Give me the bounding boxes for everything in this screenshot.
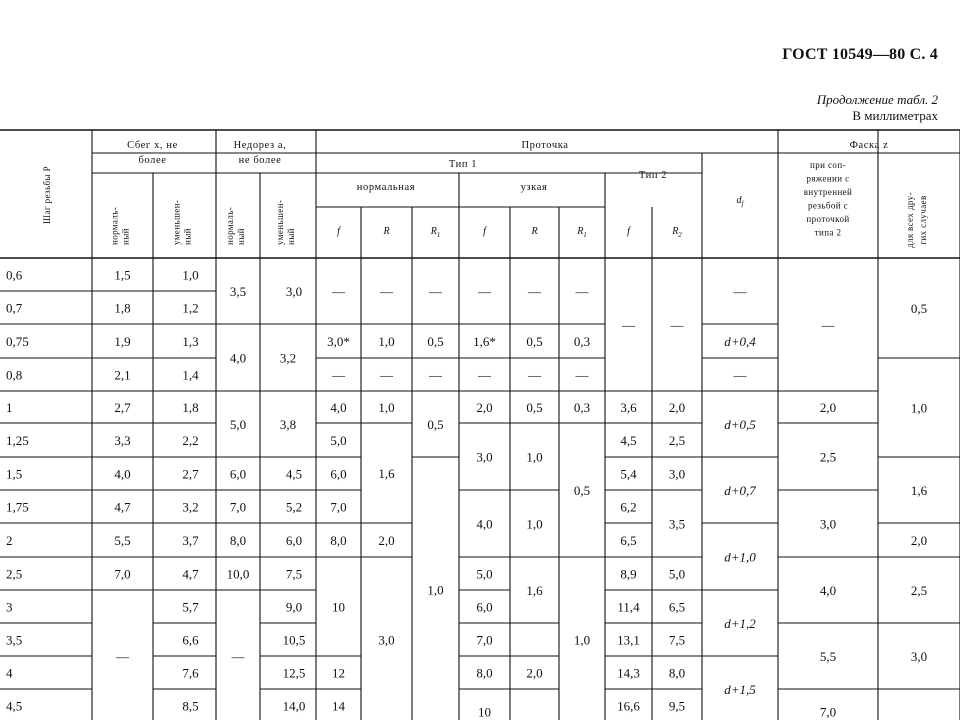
subcolumn-header: ный — [182, 228, 193, 245]
table-cell: 14,3 — [617, 665, 640, 681]
pitch-cell: 4,5 — [6, 698, 23, 714]
run-normal-cell: 3,3 — [114, 433, 131, 448]
undercut-reduced-cell: 5,2 — [285, 499, 303, 515]
subcolumn-header: уменьшен- — [171, 199, 182, 245]
table-cell: 7,5 — [668, 632, 686, 648]
run-normal-cell: 5,5 — [114, 533, 131, 548]
subcolumn-header: уменьшен- — [275, 199, 285, 245]
chamfer-mating-header: типа 2 — [814, 227, 842, 238]
table-cell: 3,0 — [476, 449, 493, 465]
table-cell: — — [821, 317, 835, 333]
pitch-cell: 0,6 — [6, 267, 23, 283]
table-cell: 1,6 — [526, 583, 543, 598]
document-header: ГОСТ 10549—80 С. 4 — [782, 46, 938, 63]
run-reduced-cell: 3,7 — [182, 533, 199, 548]
table-cell: 3,0 — [910, 649, 928, 664]
run-reduced-cell: 4,7 — [182, 566, 199, 582]
table-cell: — — [332, 284, 345, 299]
table-cell: 2,0 — [668, 400, 686, 415]
table-cell: 4,0 — [819, 583, 837, 598]
run-header: более — [138, 155, 167, 166]
narrow-header: узкая — [520, 182, 548, 193]
run-reduced-cell: 5,7 — [182, 599, 199, 615]
run-reduced-cell: 1,4 — [182, 367, 199, 383]
table-cell: 8,9 — [620, 566, 637, 582]
undercut-reduced-cell: 9,0 — [285, 599, 303, 615]
run-reduced-cell: 1,3 — [182, 334, 199, 349]
pitch-cell: 1,5 — [6, 466, 23, 482]
type2-header: Тип 2 — [638, 170, 668, 181]
type1-header: Тип 1 — [448, 159, 478, 170]
undercut-normal-cell: 6,0 — [229, 466, 247, 482]
table-cell: 5,4 — [620, 466, 637, 482]
undercut-normal-cell: 10,0 — [226, 566, 250, 582]
table-cell: — — [733, 284, 747, 299]
table-cell: 8,0 — [476, 665, 493, 681]
table-cell: 4,0 — [229, 350, 247, 366]
table-cell: d+0,7 — [724, 483, 756, 498]
table-cell: 0,5 — [526, 334, 543, 349]
undercut-normal-cell: 7,0 — [229, 499, 247, 515]
table-cell: d+1,0 — [724, 549, 756, 565]
run-normal-cell: 1,8 — [114, 300, 131, 316]
run-header: Сбег x, не — [127, 140, 178, 151]
chamfer-header: Фаска z — [849, 140, 889, 151]
table-cell: 4,5 — [620, 433, 637, 448]
table-cell: 1,0 — [427, 582, 444, 598]
table-cell: — — [528, 284, 541, 299]
table-cell: 8,0 — [330, 533, 347, 548]
table-cell: 0,3 — [573, 400, 591, 415]
chamfer-mating-header: резьбой с — [807, 200, 849, 211]
table-continuation-label: Продолжение табл. 2 — [816, 92, 938, 107]
table-cell: — — [478, 284, 491, 299]
table-cell: — — [478, 367, 491, 383]
table-cell: 2,5 — [910, 583, 928, 598]
run-reduced-cell: 3,2 — [182, 499, 199, 515]
r1-header: $R_1$ — [430, 226, 441, 239]
table-cell: — — [332, 367, 345, 383]
pitch-cell: 1,25 — [6, 433, 29, 448]
table-cell: 2,5 — [819, 449, 837, 465]
table-cell: 7,0 — [476, 632, 493, 648]
pitch-cell: 2 — [6, 533, 13, 548]
table-cell: 5,0 — [229, 417, 247, 432]
table-cell: 2,0 — [910, 533, 928, 548]
f-header: f — [627, 226, 630, 237]
table-cell: 1,6 — [910, 483, 928, 498]
chamfer-mating-header: внутренней — [803, 187, 853, 197]
table-cell: 5,0 — [668, 566, 686, 582]
table-cell: 7,0 — [819, 704, 837, 720]
subcolumn-header: ный — [236, 228, 246, 245]
run-reduced-cell: 1,8 — [182, 400, 199, 415]
table-cell: 10 — [478, 704, 491, 720]
pitch-cell: 3 — [6, 599, 13, 615]
table-cell: 2,0 — [819, 400, 837, 415]
table-cell: 8,0 — [668, 665, 686, 681]
table-cell: 3,0 — [378, 632, 395, 648]
table-cell: 3,2 — [279, 350, 297, 366]
pitch-cell: 0,7 — [6, 300, 23, 316]
table-cell: 3,0 — [819, 516, 837, 532]
table-cell: 3,5 — [668, 516, 686, 532]
undercut-header: не более — [238, 155, 282, 166]
table-cell: 3,8 — [279, 417, 297, 432]
undercut-reduced-cell: 4,5 — [285, 466, 303, 482]
pitch-cell: 1,75 — [6, 499, 29, 515]
table-cell: 1,6 — [378, 466, 395, 481]
r-header: R — [531, 226, 538, 237]
run-normal-cell: 4,0 — [114, 466, 131, 482]
table-cell: — — [116, 649, 129, 664]
undercut-reduced-cell: 7,5 — [285, 566, 303, 582]
table-cell: 13,1 — [617, 632, 640, 648]
table-cell: — — [622, 317, 635, 333]
table-cell: d+1,2 — [724, 616, 756, 631]
f-header: f — [483, 226, 486, 237]
table-cell: 1,0 — [526, 516, 543, 532]
r1-header: $R_1$ — [577, 226, 587, 239]
pitch-cell: 0,75 — [6, 334, 29, 349]
undercut-reduced-cell: 6,0 — [285, 533, 303, 548]
table-cell: 4,0 — [330, 400, 347, 415]
table-cell: 3,6 — [620, 400, 637, 415]
table-cell: 6,0 — [476, 599, 493, 615]
table-cell: 7,0 — [330, 499, 347, 515]
table-cell: 0,5 — [526, 400, 543, 415]
run-reduced-cell: 7,6 — [182, 665, 199, 681]
table-cell: 1,0 — [378, 400, 395, 415]
table-cell: 2,0 — [526, 665, 543, 681]
units-label: В миллиметрах — [852, 108, 938, 123]
pitch-cell: 0,8 — [6, 367, 23, 383]
subcolumn-header: ный — [286, 228, 296, 245]
table-cell: 16,6 — [617, 698, 640, 714]
table-cell: 0,5 — [910, 301, 928, 316]
table-cell: 0,5 — [573, 483, 591, 498]
normal-header: нормальная — [356, 182, 416, 193]
df-header: $d_f$ — [736, 195, 744, 208]
run-normal-cell: 1,5 — [114, 267, 131, 283]
undercut-reduced-cell: 3,0 — [285, 284, 303, 299]
run-normal-cell: 2,7 — [114, 400, 131, 415]
subcolumn-header: нормаль- — [225, 206, 235, 245]
chamfer-mating-header: при соп- — [810, 160, 846, 170]
pitch-cell: 1 — [6, 400, 13, 415]
table-cell: 3,5 — [229, 284, 247, 299]
table-cell: 2,0 — [378, 533, 395, 548]
chamfer-other-header: гих случаев — [918, 195, 928, 245]
table-cell: — — [528, 367, 541, 383]
table-cell: — — [380, 284, 393, 299]
run-normal-cell: 7,0 — [114, 566, 131, 582]
pitch-header: Шаг резьбы P — [42, 166, 52, 224]
table-cell: 1,0 — [573, 632, 591, 648]
table-cell: 5,5 — [819, 649, 837, 664]
undercut-reduced-cell: 12,5 — [282, 665, 306, 681]
undercut-reduced-cell: 14,0 — [282, 698, 306, 714]
table-cell: d+0,4 — [724, 334, 756, 349]
table-cell: — — [429, 284, 442, 299]
table-cell: 6,5 — [668, 599, 686, 615]
table-cell: 0,5 — [427, 417, 444, 432]
pitch-cell: 2,5 — [6, 566, 23, 582]
groove-header: Проточка — [521, 140, 569, 151]
run-normal-cell: 4,7 — [114, 499, 131, 515]
chamfer-mating-header: ряжении с — [806, 173, 850, 184]
undercut-normal-cell: 8,0 — [229, 533, 247, 548]
table-cell: 12 — [332, 665, 345, 681]
subcolumn-header: ный — [120, 228, 131, 245]
table-cell: 1,6* — [473, 334, 496, 349]
table-cell: d+0,5 — [724, 417, 756, 432]
table-cell: 6,0 — [330, 466, 347, 482]
run-reduced-cell: 1,2 — [182, 300, 199, 316]
pitch-cell: 3,5 — [6, 632, 23, 648]
table-cell: — — [670, 317, 684, 333]
pitch-cell: 4 — [6, 665, 13, 681]
run-normal-cell: 2,1 — [114, 367, 131, 383]
chamfer-mating-header: проточкой — [806, 214, 850, 224]
chamfer-other-header: для всех дру- — [905, 191, 915, 249]
table-cell: d+1,5 — [724, 682, 756, 697]
run-normal-cell: 1,9 — [114, 334, 131, 349]
subcolumn-header: нормаль- — [109, 206, 120, 245]
table-cell: 11,4 — [617, 599, 640, 615]
table-cell: — — [380, 367, 393, 383]
table-cell: — — [733, 367, 747, 383]
table-cell: 4,0 — [476, 516, 493, 532]
r2-header: $R_2$ — [672, 226, 682, 239]
table-cell: 6,2 — [620, 499, 637, 515]
table-cell: 3,0* — [327, 334, 350, 349]
table-cell: 5,0 — [330, 433, 347, 448]
undercut-header: Недорез a, — [233, 140, 287, 151]
run-reduced-cell: 8,5 — [182, 698, 199, 714]
table-cell: 14 — [332, 698, 345, 714]
table-cell: 2,0 — [476, 400, 493, 415]
table-cell: 9,5 — [668, 698, 686, 714]
table-cell: 1,0 — [526, 449, 543, 465]
table-cell: — — [231, 649, 245, 664]
table-cell: 0,3 — [573, 334, 591, 349]
table-cell: 6,5 — [620, 533, 637, 548]
table-cell: 0,5 — [427, 334, 444, 349]
table-cell: 2,5 — [668, 433, 686, 448]
run-reduced-cell: 6,6 — [182, 632, 199, 648]
table-cell: — — [429, 367, 442, 383]
run-reduced-cell: 2,7 — [182, 466, 199, 482]
table-cell: 1,0 — [910, 400, 928, 416]
table-cell: 10 — [332, 599, 345, 615]
table-cell: 5,0 — [476, 566, 493, 582]
table-cell: — — [575, 284, 589, 299]
table-cell: 1,0 — [378, 334, 395, 349]
undercut-reduced-cell: 10,5 — [282, 632, 306, 648]
table-cell: 3,0 — [668, 466, 686, 482]
table-cell: — — [575, 367, 589, 383]
run-reduced-cell: 2,2 — [182, 433, 199, 448]
r-header: R — [383, 226, 390, 237]
run-reduced-cell: 1,0 — [182, 267, 199, 283]
f-header: f — [337, 226, 340, 237]
